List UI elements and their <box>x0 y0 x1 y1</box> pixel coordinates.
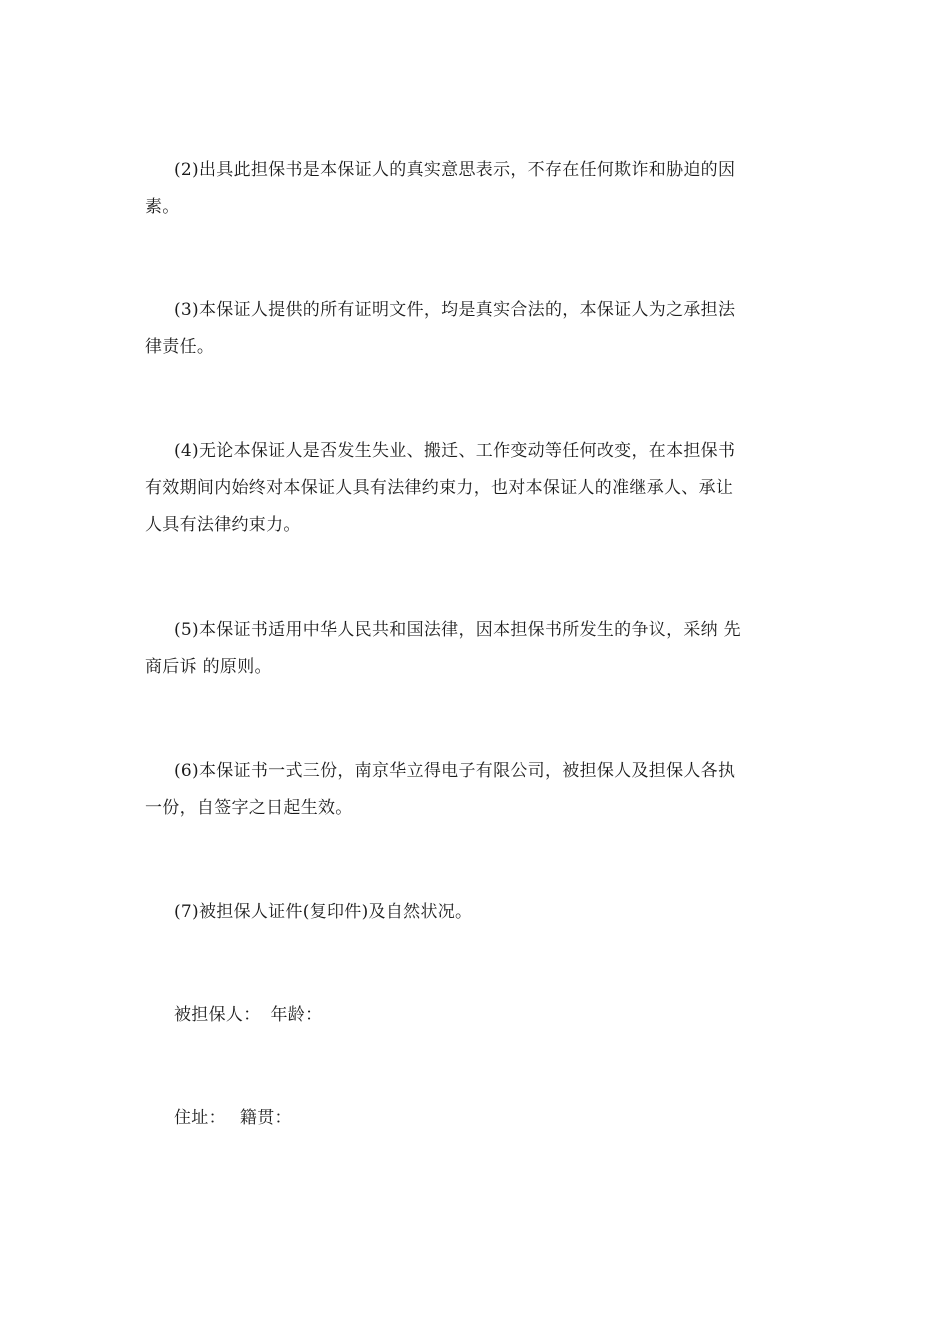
clause-3 <box>145 292 805 366</box>
clause-4 <box>145 433 805 544</box>
clause-6-line-1: (6)本保证书一式三份，南京华立得电子有限公司，被担保人及担保人各执 <box>174 761 736 781</box>
clause-2 <box>145 152 805 226</box>
clause-6 <box>145 753 805 827</box>
clause-4-line-2: 有效期间内始终对本保证人具有法律约束力，也对本保证人的准继承人、承让 <box>145 478 734 498</box>
clause-7-line-1: (7)被担保人证件(复印件)及自然状况。 <box>174 902 473 922</box>
guaranteed-person-label: 被担保人： <box>174 1005 261 1025</box>
clause-2-line-2: 素。 <box>145 197 180 217</box>
clause-5 <box>145 612 805 686</box>
age-label: 年龄： <box>270 1005 323 1025</box>
native-place-label: 籍贯： <box>239 1108 292 1128</box>
guaranteed-person-row <box>174 997 322 1034</box>
clause-4-line-3: 人具有法律约束力。 <box>145 515 301 535</box>
address-row <box>174 1100 292 1137</box>
clause-5-line-1: (5)本保证书适用中华人民共和国法律，因本担保书所发生的争议，采纳 先 <box>174 620 741 640</box>
clause-6-line-2: 一份，自签字之日起生效。 <box>145 798 353 818</box>
clause-5-line-2: 商后诉 的原则。 <box>145 657 272 677</box>
clause-4-line-1: (4)无论本保证人是否发生失业、搬迁、工作变动等任何改变，在本担保书 <box>174 441 736 461</box>
clause-7 <box>145 894 805 931</box>
clause-3-line-2: 律责任。 <box>145 337 215 357</box>
clause-3-line-1: (3)本保证人提供的所有证明文件，均是真实合法的，本保证人为之承担法 <box>174 300 736 320</box>
address-label: 住址： <box>174 1108 226 1128</box>
clause-2-line-1: (2)出具此担保书是本保证人的真实意思表示，不存在任何欺诈和胁迫的因 <box>174 160 736 180</box>
